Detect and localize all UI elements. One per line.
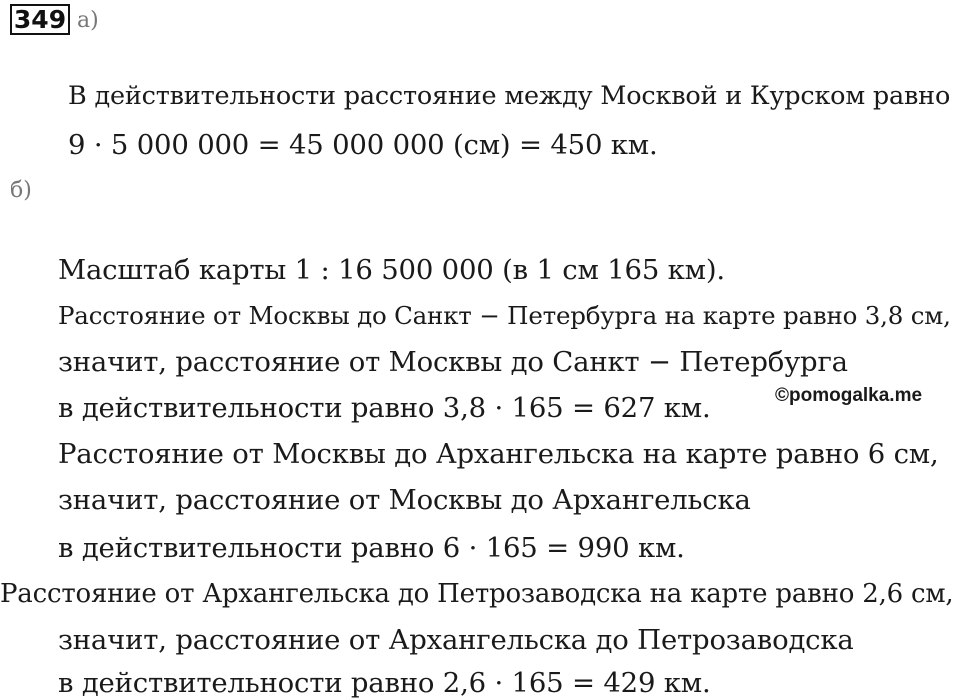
part-b-line-1: Масштаб карты 1 : 16 500 000 (в 1 см 165 км).	[58, 254, 725, 286]
part-b-line-2: Расстояние от Москвы до Санкт − Петербурга на карте равно 3,8 см,	[58, 301, 951, 330]
part-b-label: б)	[10, 178, 32, 203]
part-a-line-2: 9 · 5 000 000 = 45 000 000 (см) = 450 км.	[68, 129, 658, 161]
part-b-line-9: значит, расстояние от Архангельска до Петрозаводска	[58, 624, 854, 656]
problem-number: 349	[10, 4, 70, 35]
part-b-line-7: в действительности равно 6 · 165 = 990 км.	[58, 532, 685, 564]
part-b-line-5: Расстояние от Москвы до Архангельска на карте равно 6 см,	[58, 438, 939, 470]
part-b-line-6: значит, расстояние от Москвы до Архангельска	[58, 484, 751, 516]
part-b-line-8: Расстояние от Архангельска до Петрозаводска на карте равно 2,6 см,	[0, 579, 954, 609]
part-a-line-1: В действительности расстояние между Москвой и Курском равно	[68, 81, 951, 111]
watermark: ©pomogalka.me	[775, 385, 923, 406]
part-a-label: а)	[77, 8, 99, 33]
part-b-line-10: в действительности равно 2,6 · 165 = 429 км.	[58, 667, 711, 699]
part-b-line-4: в действительности равно 3,8 · 165 = 627 км.	[58, 392, 711, 424]
part-b-line-3: значит, расстояние от Москвы до Санкт − Петербурга	[58, 346, 848, 378]
